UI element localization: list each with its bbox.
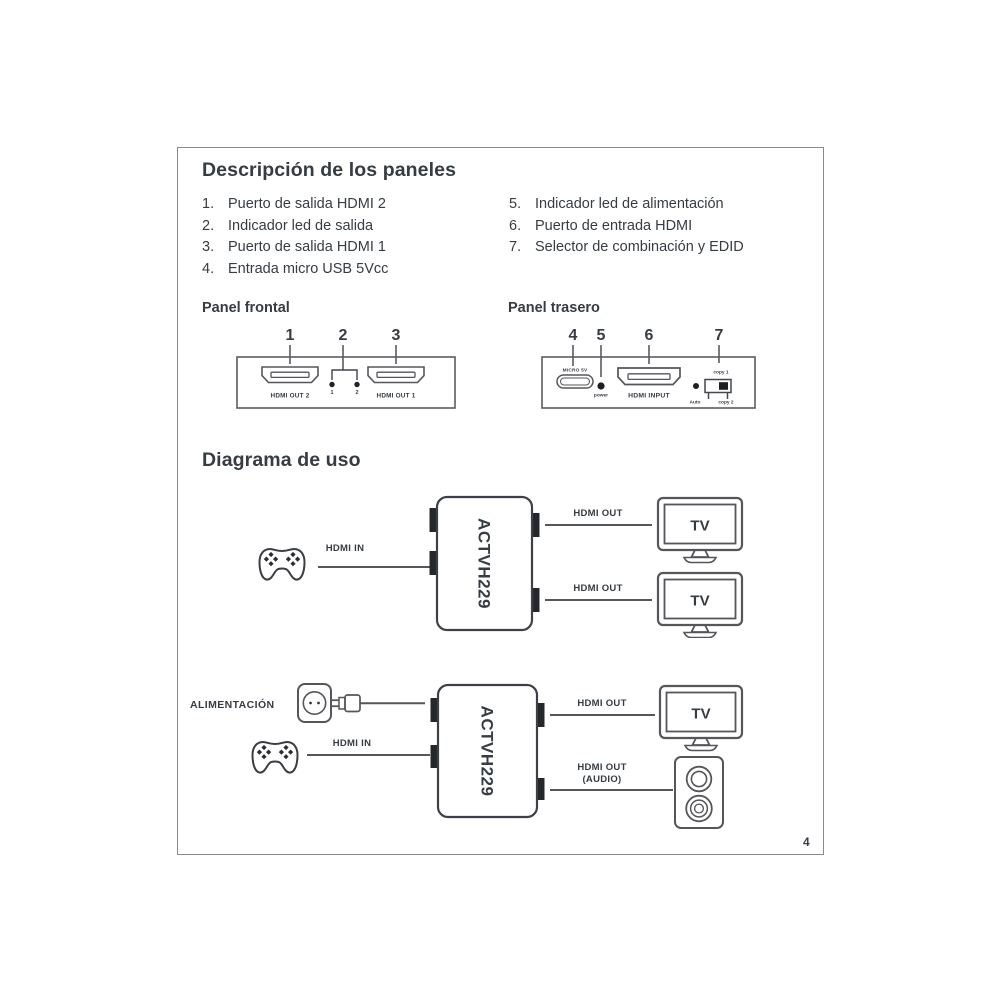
- list-item: [202, 194, 388, 216]
- splitter-device: [431, 685, 545, 817]
- led-dot-1: [329, 382, 334, 387]
- led-dot-2: [354, 382, 359, 387]
- list-item-number: 2.: [202, 217, 215, 234]
- hdmi-out-audio-label-line2: (AUDIO): [582, 774, 622, 785]
- tv-icon: [658, 573, 742, 638]
- callout-number-6: 6: [644, 327, 654, 344]
- list-item: [509, 216, 744, 238]
- list-item-number: 7.: [509, 239, 522, 255]
- list-item-text: Puerto de entrada HDMI: [535, 217, 693, 234]
- panel-trasero-diagram: [535, 322, 765, 417]
- panel-list-left: [202, 194, 388, 280]
- splitter-device: [430, 497, 540, 630]
- hdmi-out-1-label: HDMI OUT 1: [376, 392, 416, 400]
- list-item-text: Puerto de salida HDMI 1: [228, 239, 386, 255]
- hdmi-out-2-label: HDMI OUT 2: [270, 392, 310, 400]
- hdmi-in-label: HDMI IN: [325, 543, 365, 554]
- list-item-text: Entrada micro USB 5Vcc: [228, 260, 389, 277]
- copy2-label: copy 2: [718, 400, 734, 406]
- power-led-label: power: [593, 393, 609, 399]
- list-item-number: 1.: [202, 196, 215, 212]
- list-item-text: Selector de combinación y EDID: [535, 239, 744, 255]
- tv-icon: [658, 498, 742, 563]
- page-title: Descripción de los paneles: [202, 159, 457, 181]
- hdmi-input-label: HDMI INPUT: [628, 392, 670, 400]
- callout-number-2: 2: [338, 327, 348, 344]
- list-item-text: Indicador led de salida: [228, 217, 374, 234]
- device-model-label: ACTVH229: [477, 705, 497, 797]
- hdmi-out-label: HDMI OUT: [577, 698, 627, 709]
- callout-number-4: 4: [568, 327, 578, 344]
- callout-leader-lines: [573, 345, 719, 377]
- micro-usb-label: MICRO 5V: [562, 368, 588, 374]
- list-item: [509, 194, 744, 216]
- usage-diagram-1: [240, 488, 760, 638]
- tv-label: TV: [691, 705, 711, 723]
- hdmi-out-2-port-icon: [262, 367, 318, 383]
- list-item-number: 5.: [509, 196, 522, 212]
- tv-icon: [660, 686, 742, 751]
- selector-dot-icon: [693, 383, 699, 389]
- callout-leader-lines: [290, 345, 396, 380]
- device-model-label: ACTVH229: [474, 518, 494, 609]
- hdmi-out-label: HDMI OUT: [573, 508, 623, 519]
- power-source-label: ALIMENTACIÓN: [190, 699, 275, 711]
- power-led-icon: [597, 382, 604, 389]
- wall-socket-icon: [298, 684, 331, 722]
- callout-numbers: [569, 327, 724, 344]
- callout-number-1: 1: [285, 327, 295, 344]
- page-number: 4: [803, 835, 810, 849]
- list-item: [202, 216, 388, 238]
- copy1-label: copy 1: [713, 370, 729, 376]
- list-item-text: Puerto de salida HDMI 2: [228, 196, 386, 212]
- hdmi-in-label: HDMI IN: [332, 738, 372, 749]
- micro-usb-port-icon: [557, 375, 593, 388]
- list-item-number: 6.: [509, 217, 522, 234]
- hdmi-input-port-icon: [618, 368, 680, 385]
- list-item: [509, 237, 744, 259]
- callout-number-7: 7: [714, 327, 724, 344]
- callout-number-3: 3: [391, 327, 401, 344]
- auto-label: Auto: [689, 400, 701, 406]
- hdmi-out-audio-label-line1: HDMI OUT: [577, 762, 627, 773]
- speaker-icon: [675, 757, 723, 828]
- list-item-text: Indicador led de alimentación: [535, 196, 724, 212]
- led-label-2: 2: [355, 390, 359, 396]
- panel-trasero-heading: Panel trasero: [508, 300, 600, 316]
- callout-numbers: [286, 327, 401, 344]
- power-plug-icon: [332, 695, 360, 712]
- list-item: [202, 259, 388, 281]
- led-label-1: 1: [330, 390, 334, 396]
- panel-frontal-diagram: [230, 322, 460, 417]
- edid-switch-icon: [705, 380, 731, 400]
- hdmi-out-1-port-icon: [368, 367, 424, 383]
- tv-label: TV: [690, 517, 710, 535]
- panel-list-right: [509, 194, 744, 259]
- list-item-number: 4.: [202, 260, 215, 277]
- panel-frontal-heading: Panel frontal: [202, 300, 290, 316]
- game-controller-icon: [253, 742, 298, 773]
- game-controller-icon: [260, 549, 305, 580]
- list-item-number: 3.: [202, 239, 215, 255]
- list-item: [202, 237, 388, 259]
- port-labels: [271, 393, 416, 400]
- usage-diagram-heading: Diagrama de uso: [202, 449, 361, 471]
- hdmi-out-label: HDMI OUT: [573, 583, 623, 594]
- usage-diagram-2: [185, 675, 745, 835]
- callout-number-5: 5: [596, 327, 606, 344]
- tv-label: TV: [690, 592, 710, 610]
- led-labels: [330, 390, 358, 396]
